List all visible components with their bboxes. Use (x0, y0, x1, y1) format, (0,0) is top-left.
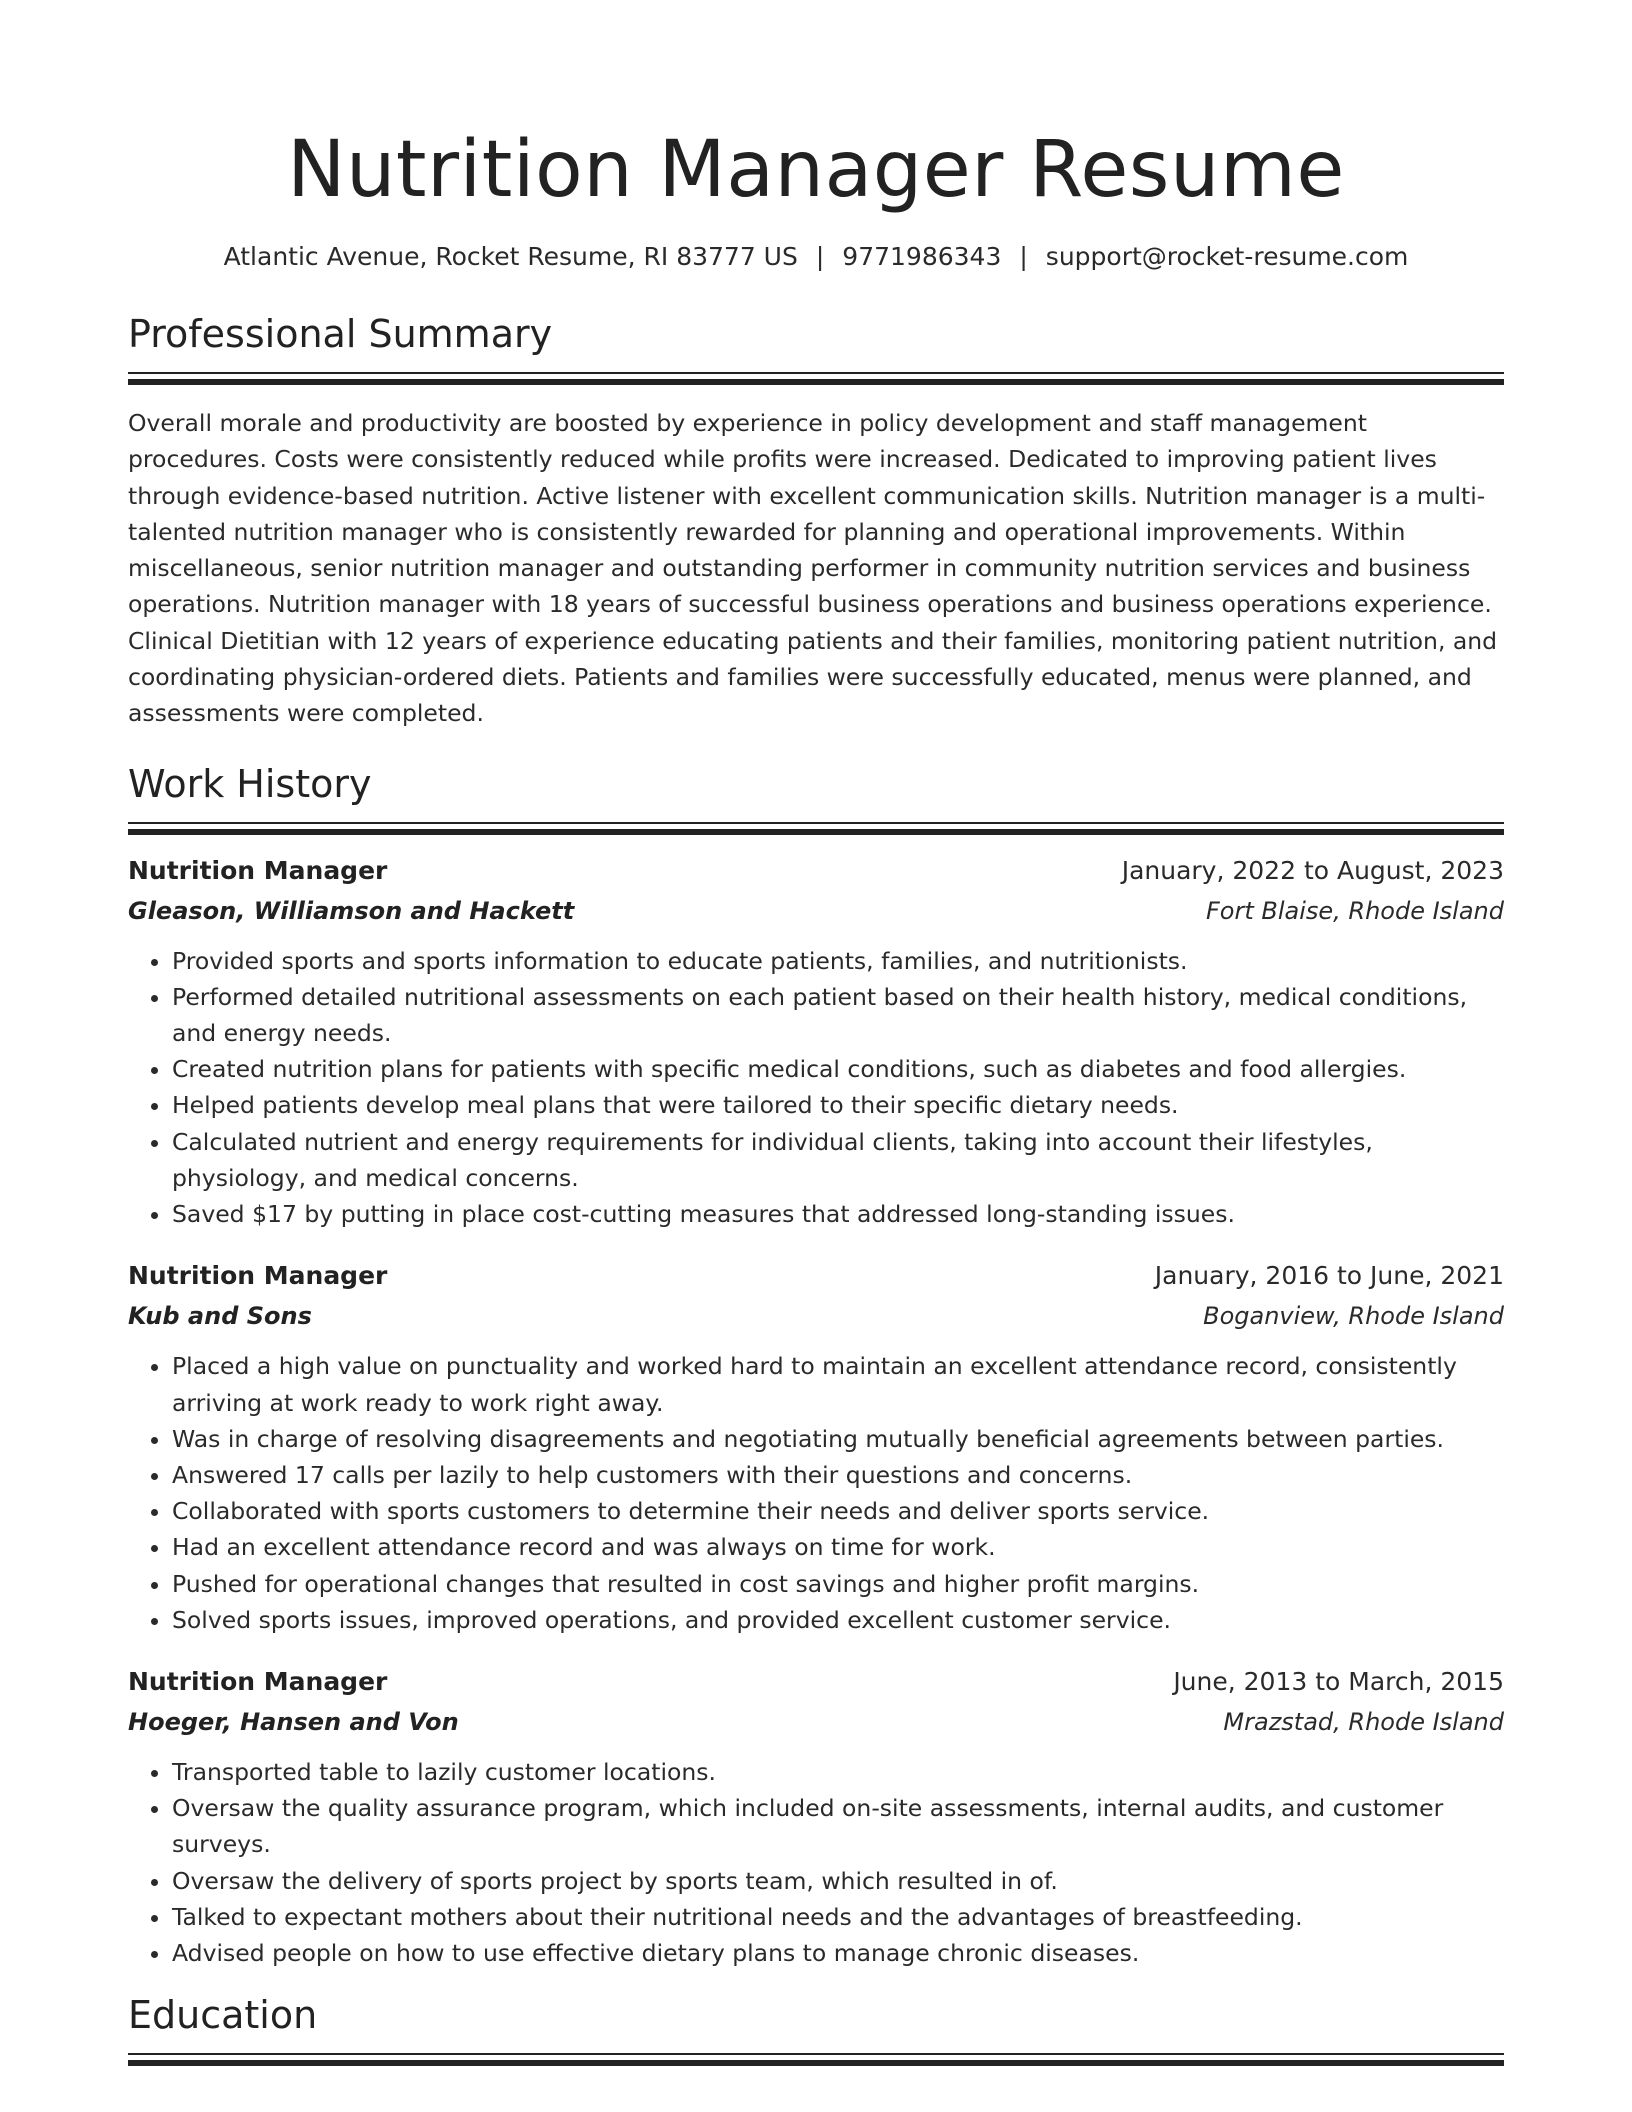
job-location: Boganview, Rhode Island (1203, 1302, 1504, 1331)
job-title: Nutrition Manager (128, 1666, 388, 1696)
work-history-section (128, 760, 1504, 1971)
job-company: Gleason, Williamson and Hackett (128, 896, 575, 925)
job-company: Kub and Sons (128, 1302, 312, 1331)
job-company: Hoeger, Hansen and Von (128, 1707, 459, 1736)
page-title: Nutrition Manager Resume (287, 125, 1345, 215)
list-item: • Oversaw the delivery of sports project by sports team, which resulted in of. (172, 1863, 1504, 1899)
education-section (128, 1991, 1504, 2066)
list-item: • Performed detailed nutritional assessments on each patient based on their health history, medical conditions, and energy needs. (172, 979, 1504, 1051)
list-item: • Created nutrition plans for patients with specific medical conditions, such as diabetes and food allergies. (172, 1051, 1504, 1087)
list-item: • Was in charge of resolving disagreements and negotiating mutually beneficial agreements between parties. (172, 1421, 1504, 1457)
job-title: Nutrition Manager (128, 855, 388, 885)
job-entry (128, 1662, 1504, 1971)
list-item: • Solved sports issues, improved operations, and provided excellent customer service. (172, 1602, 1504, 1638)
list-item: • Advised people on how to use effective dietary plans to manage chronic diseases. (172, 1935, 1504, 1971)
contact-phone: 9771986343 (842, 242, 1002, 271)
contact-separator: | (1019, 242, 1028, 271)
resume-page (128, 0, 1504, 2066)
list-item: • Pushed for operational changes that resulted in cost savings and higher profit margins. (172, 1566, 1504, 1602)
list-item: • Had an excellent attendance record and was always on time for work. (172, 1529, 1504, 1565)
section-heading-education: Education (128, 1993, 318, 2038)
job-entry (128, 851, 1504, 1233)
list-item: • Transported table to lazily customer locations. (172, 1754, 1504, 1790)
contact-line (128, 240, 1504, 274)
job-dates: June, 2013 to March, 2015 (1173, 1666, 1504, 1696)
list-item: • Helped patients develop meal plans that were tailored to their specific dietary needs. (172, 1087, 1504, 1123)
section-divider (128, 372, 1504, 385)
job-subheader (128, 1296, 1504, 1336)
job-bullets (128, 1348, 1504, 1638)
job-header (128, 851, 1504, 891)
job-location: Fort Blaise, Rhode Island (1205, 896, 1504, 925)
job-subheader (128, 891, 1504, 931)
list-item: • Calculated nutrient and energy requirements for individual clients, taking into account their lifestyles, physiology, and medical concerns. (172, 1124, 1504, 1196)
job-header (128, 1256, 1504, 1296)
contact-separator: | (815, 242, 825, 271)
job-bullets (128, 943, 1504, 1233)
job-bullets (128, 1754, 1504, 1971)
section-divider (128, 2053, 1504, 2066)
job-dates: January, 2016 to June, 2021 (1154, 1261, 1504, 1291)
section-heading-work-history: Work History (128, 761, 372, 806)
list-item: • Placed a high value on punctuality and worked hard to maintain an excellent attendance record, consistently arriving at work ready to work right away. (172, 1348, 1504, 1420)
job-header (128, 1662, 1504, 1702)
job-dates: January, 2022 to August, 2023 (1121, 855, 1504, 885)
job-title: Nutrition Manager (128, 1261, 388, 1291)
summary-text: Overall morale and productivity are boosted by experience in policy development and staff management procedures. Costs were consistently reduced while profits were increased. Dedicated to improving patient lives through evidence-based nutrition. Active listener with excellent communication skills. Nutrition manager is a multi-talented nutrition manager who is consistently rewarded for planning and operational improvements. Within miscellaneous, senior nutrition manager and outstanding performer in community nutrition services and business operations. Nutrition manager with 18 years of successful business operations and business operations experience. Clinical Dietitian with 12 years of experience educating patients and their families, monitoring patient nutrition, and coordinating physician-ordered diets. Patients and families were successfully educated, menus were planned, and assessments were completed. (128, 409, 1498, 728)
summary-section (128, 310, 1504, 732)
job-location: Mrazstad, Rhode Island (1223, 1707, 1504, 1736)
list-item: • Oversaw the quality assurance program, which included on-site assessments, internal audits, and customer surveys. (172, 1790, 1504, 1862)
contact-email: support@rocket-resume.com (1045, 242, 1409, 271)
list-item: • Answered 17 calls per lazily to help customers with their questions and concerns. (172, 1457, 1504, 1493)
list-item: • Saved $17 by putting in place cost-cutting measures that addressed long-standing issues. (172, 1196, 1504, 1232)
job-entry (128, 1256, 1504, 1638)
section-heading-summary: Professional Summary (128, 312, 553, 356)
list-item: • Collaborated with sports customers to determine their needs and deliver sports service. (172, 1493, 1504, 1529)
list-item: • Provided sports and sports information to educate patients, families, and nutritionists. (172, 943, 1504, 979)
job-subheader (128, 1702, 1504, 1742)
list-item: • Talked to expectant mothers about their nutritional needs and the advantages of breastfeeding. (172, 1899, 1504, 1935)
contact-address: Atlantic Avenue, Rocket Resume, RI 83777 US (223, 242, 798, 271)
section-divider (128, 822, 1504, 835)
